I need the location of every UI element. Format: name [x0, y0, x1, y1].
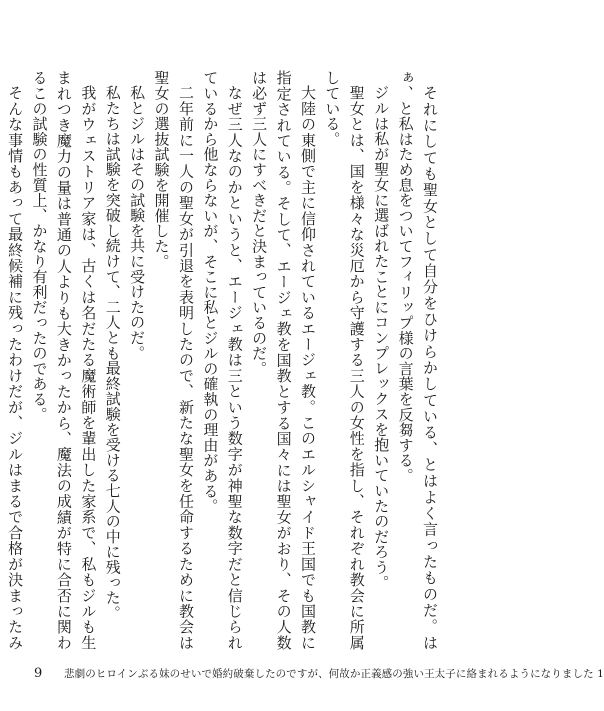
paragraph: 私たちは試験を突破し続けて、二人とも最終試験を受ける七人の中に残った。 [103, 85, 122, 621]
paragraph: それにしても聖女として自分をひけらかしている、とはよく言ったものだ。はぁ、と私はため息をついてフィリップ様の言葉を反芻する。 [396, 70, 439, 650]
paragraph: 私とジルはその試験を共に受けたのだ。 [128, 85, 147, 361]
body-text [6, 70, 442, 650]
paragraph: なぜ三人なのかというと、エージェ教は三という数字が神聖な数字だと信じられているから他ならないが、そこに私とジルの確執の理由がある。 [201, 70, 244, 650]
page-number: 9 [34, 665, 43, 681]
paragraph: 我がウェストリア家は、古くは名だたる魔術師を輩出した家系で、私もジルも生まれつき魔力の量は普通の人よりも大きかったから、魔法の成績が特に合否に関わるこの試験の性質上、かなり有利だったのである。 [30, 70, 98, 650]
paragraph: 二年前に一人の聖女が引退を表明したので、新たな聖女を任命するために教会は聖女の選抜試験を開催した。 [152, 70, 195, 650]
paragraph: そんな事情もあって最終候補に残ったわけだが、ジルはまるで合格が決まったみ [6, 85, 25, 650]
paragraph: 大陸の東側で主に信仰されているエージェ教。このエルシャイド王国でも国教に指定されている。そして、エージェ教を国教とする国々には聖女がおり、その人数は必ず三人にすべきだと決まっているのだ。 [250, 70, 317, 650]
paragraph: 聖女とは、国を様々な災厄から守護する三人の女性を指し、それぞれ教会に所属している。 [323, 70, 366, 650]
paragraph: ジルは私が聖女に選ばれたことにコンプレックスを抱いていたのだろう。 [372, 85, 391, 590]
running-title: 悲劇のヒロインぶる妹のせいで婚約破棄したのですが、何故か正義感の強い王太子に絡まれるようになりました 1 [64, 667, 604, 680]
page-footer [34, 664, 604, 682]
